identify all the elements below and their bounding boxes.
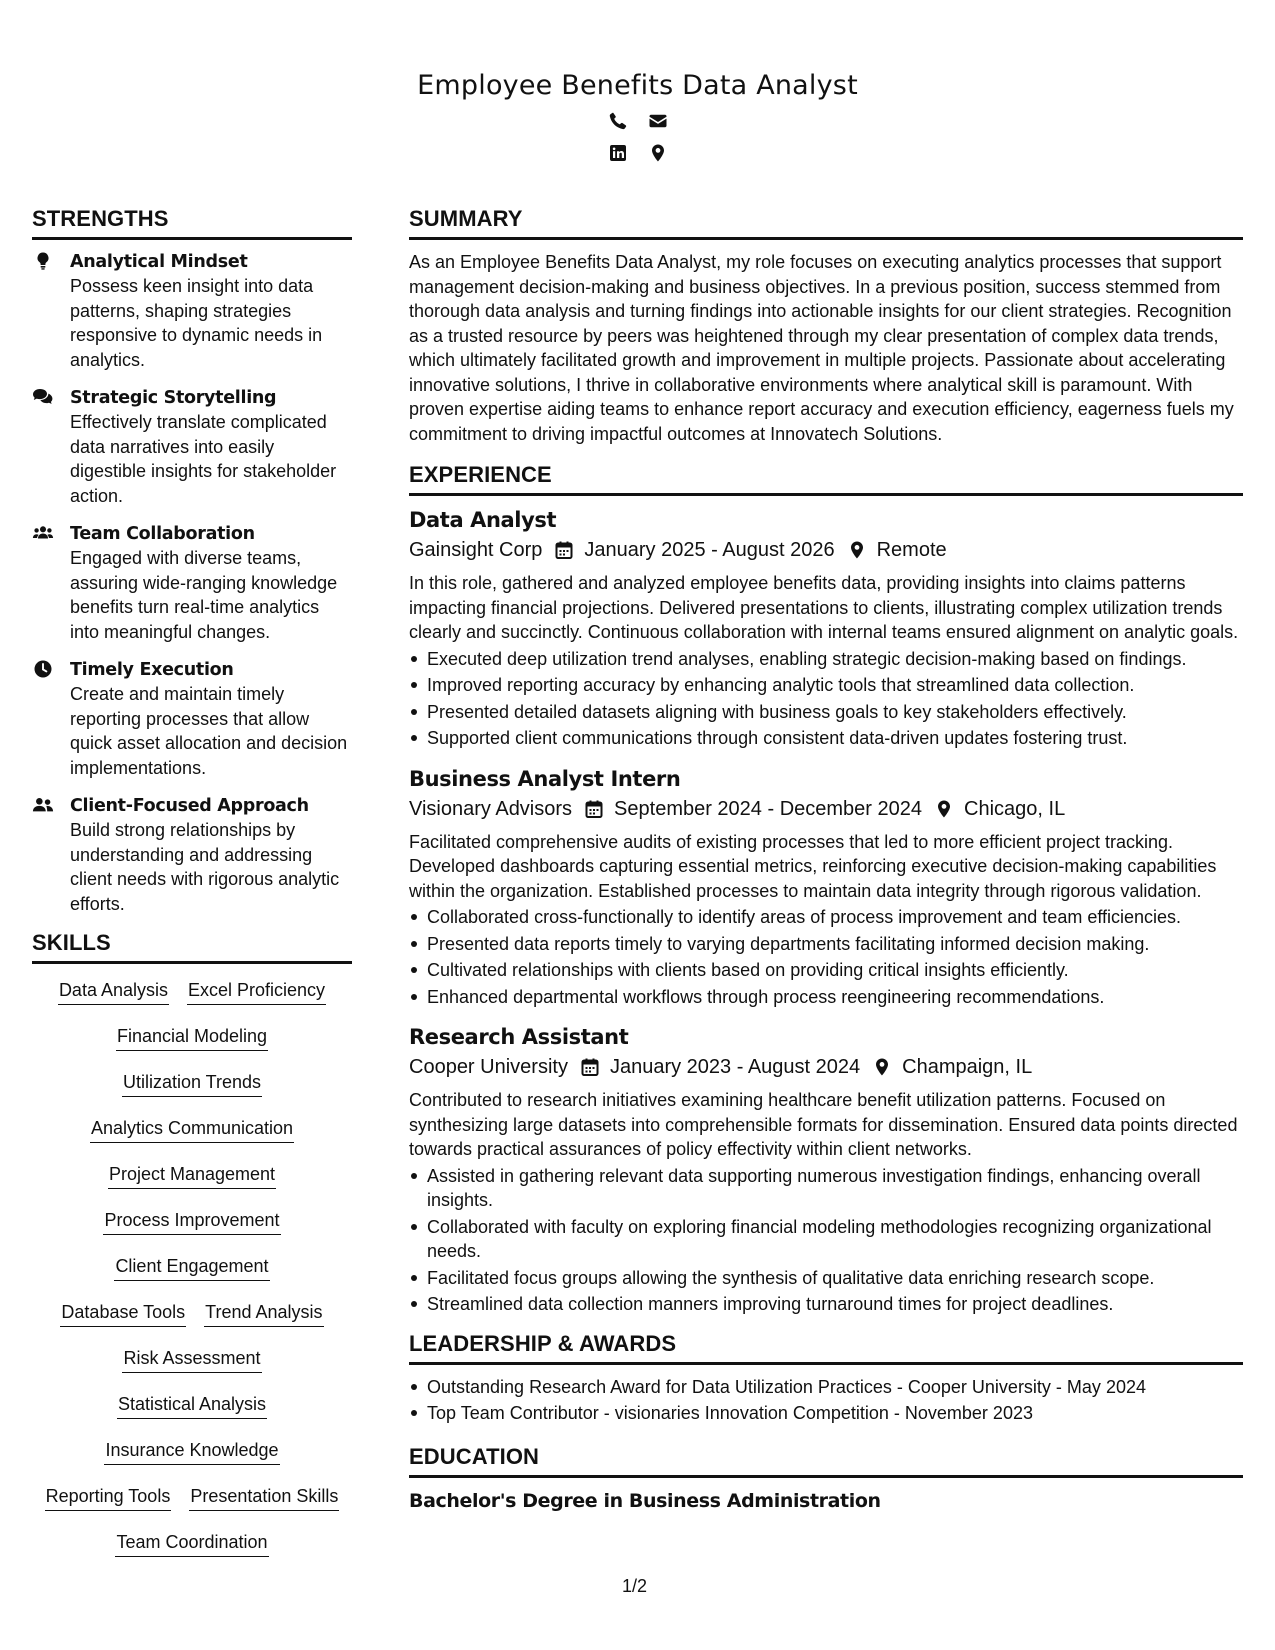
skills-heading: SKILLS [32, 930, 352, 964]
job-title: Research Assistant [409, 1025, 629, 1049]
job-location: Champaign, IL [902, 1056, 1033, 1078]
job-bullets [409, 647, 1243, 751]
skill-tag: Presentation Skills [189, 1484, 339, 1511]
candidate-name: Employee Benefits Data Analyst [417, 70, 858, 101]
strength-title: Team Collaboration [70, 524, 255, 544]
summary-heading: SUMMARY [409, 206, 1243, 240]
right-column [409, 206, 1243, 1514]
calendar-icon [584, 799, 604, 819]
skills-list [32, 974, 352, 1576]
strength-description: Effectively translate complicated data narratives into easily digestible insights for stakeholder action. [70, 412, 337, 506]
bullet-item: Presented data reports timely to varying departments facilitating informed decision making. [409, 932, 1243, 957]
job-bullets [409, 905, 1243, 1009]
strength-item [32, 250, 352, 372]
envelope-icon[interactable] [648, 111, 668, 131]
strength-title: Timely Execution [70, 660, 234, 680]
contact-row-1 [0, 111, 1275, 133]
job-title: Business Analyst Intern [409, 766, 681, 791]
summary-text: As an Employee Benefits Data Analyst, my role focuses on executing analytics processes that support management decision-making and business objectives. In a previous position, success stemmed from thorough data analysis and turning findings into actionable insights for our client strategies. Recognition as a trusted resource by peers was heightened through my clear presentation of complex data trends, which ultimately facilitated growth and improvement in multiple projects. Passionate about accelerating innovative solutions, I thrive in collaborative environments where analytical skill is paramount. With proven expertise aiding teams to enhance report accuracy and execution efficiency, eagerness fuels my commitment to driving impactful outcomes at Innovatech Solutions. [409, 252, 1234, 444]
job-meta [409, 535, 1243, 565]
skill-tag: Utilization Trends [122, 1070, 262, 1097]
strength-description: Build strong relationships by understanding and addressing client needs with rigorous analytic efforts. [70, 820, 340, 914]
bullet-item: Facilitated focus groups allowing the synthesis of qualitative data enriching research scope. [409, 1266, 1243, 1291]
user-friends-icon [32, 794, 70, 916]
location-pin-icon [872, 1057, 892, 1077]
skill-tag: Data Analysis [58, 978, 169, 1005]
left-column [32, 206, 352, 1576]
lightbulb-icon [32, 250, 70, 372]
strength-description: Possess keen insight into data patterns, shaping strategies responsive to dynamic needs in analytics. [70, 276, 323, 370]
strength-item [32, 794, 352, 916]
skill-tag: Statistical Analysis [117, 1392, 267, 1419]
phone-icon[interactable] [608, 111, 628, 131]
company-name: Cooper University [409, 1056, 568, 1078]
strengths-heading: STRENGTHS [32, 206, 352, 240]
job-meta [409, 794, 1243, 824]
strength-title: Client-Focused Approach [70, 796, 309, 816]
bullet-item: Collaborated cross-functionally to identify areas of process improvement and team efficiencies. [409, 905, 1243, 930]
bullet-item: Supported client communications through consistent data-driven updates fostering trust. [409, 726, 1243, 751]
job-meta [409, 1052, 1243, 1082]
strength-item [32, 522, 352, 644]
location-pin-icon[interactable] [648, 143, 668, 163]
users-icon [32, 522, 70, 644]
job-entry [409, 506, 1243, 751]
award-item: Top Team Contributor - visionaries Innovation Competition - November 2023 [409, 1401, 1243, 1426]
job-location: Remote [876, 539, 947, 561]
linkedin-icon[interactable] [608, 143, 628, 163]
calendar-icon [580, 1057, 600, 1077]
degree-title: Bachelor's Degree in Business Administration [409, 1489, 881, 1512]
bullet-item: Presented detailed datasets aligning with business goals to key stakeholders effectively. [409, 700, 1243, 725]
job-dates: January 2025 - August 2026 [584, 539, 835, 561]
award-item: Outstanding Research Award for Data Utilization Practices - Cooper University - May 2024 [409, 1375, 1243, 1400]
page-number: 1/2 [622, 1576, 648, 1596]
job-entry [409, 1023, 1243, 1317]
job-description: Facilitated comprehensive audits of existing processes that led to more efficient project tracking. Developed dashboards capturing essential metrics, reinforcing executive decision-making capabilities within the organization. Established processes to maintain data integrity through rigorous validation. [409, 831, 1217, 901]
strength-title: Strategic Storytelling [70, 388, 277, 408]
skill-tag: Process Improvement [103, 1208, 280, 1235]
experience-heading: EXPERIENCE [409, 462, 1243, 496]
skill-tag: Insurance Knowledge [104, 1438, 279, 1465]
skill-tag: Risk Assessment [122, 1346, 261, 1373]
job-title: Data Analyst [409, 508, 557, 532]
bullet-item: Collaborated with faculty on exploring financial modeling methodologies recognizing organizational needs. [409, 1215, 1243, 1264]
location-pin-icon [847, 540, 867, 560]
education-heading: EDUCATION [409, 1444, 1243, 1478]
clock-icon [32, 658, 70, 780]
bullet-item: Streamlined data collection manners improving turnaround times for project deadlines. [409, 1292, 1243, 1317]
skill-tag: Analytics Communication [90, 1116, 294, 1143]
bullet-item: Assisted in gathering relevant data supporting numerous investigation findings, enhancing overall insights. [409, 1164, 1243, 1213]
bullet-item: Executed deep utilization trend analyses, enabling strategic decision-making based on findings. [409, 647, 1243, 672]
bullet-item: Enhanced departmental workflows through process reengineering recommendations. [409, 985, 1243, 1010]
job-entry [409, 765, 1243, 1010]
contact-row-2 [0, 143, 1275, 165]
location-pin-icon [934, 799, 954, 819]
company-name: Gainsight Corp [409, 539, 543, 561]
strength-description: Create and maintain timely reporting processes that allow quick asset allocation and decision implementations. [70, 684, 348, 778]
job-dates: September 2024 - December 2024 [614, 797, 923, 820]
strength-item [32, 658, 352, 780]
skill-tag: Reporting Tools [45, 1484, 172, 1511]
job-dates: January 2023 - August 2024 [609, 1056, 861, 1078]
strength-title: Analytical Mindset [70, 252, 248, 272]
awards-heading: LEADERSHIP & AWARDS [409, 1331, 1243, 1365]
job-description: In this role, gathered and analyzed employee benefits data, providing insights into claims patterns impacting financial projections. Delivered presentations to clients, illustrating complex utilization trends clearly and succinctly. Continuous collaboration with internal teams ensured alignment on analytic goals. [409, 573, 1239, 642]
skill-tag: Financial Modeling [116, 1024, 268, 1051]
strength-item [32, 386, 352, 508]
resume-header [0, 70, 1275, 165]
skill-tag: Project Management [108, 1162, 276, 1189]
job-location: Chicago, IL [964, 797, 1066, 820]
calendar-icon [554, 540, 574, 560]
bullet-item: Improved reporting accuracy by enhancing analytic tools that streamlined data collection. [409, 673, 1243, 698]
skill-tag: Trend Analysis [204, 1300, 323, 1327]
skill-tag: Excel Proficiency [187, 978, 326, 1005]
comments-icon [32, 386, 70, 508]
awards-list [409, 1375, 1243, 1426]
skill-tag: Client Engagement [114, 1254, 269, 1281]
bullet-item: Cultivated relationships with clients based on providing critical insights efficiently. [409, 958, 1243, 983]
job-description: Contributed to research initiatives examining healthcare benefit utilization patterns. Focused on synthesizing large datasets into comprehensible formats for dissemination. Ensured data points directed towards practical assurances of policy effectivity within client networks. [409, 1090, 1238, 1159]
skill-tag: Database Tools [60, 1300, 186, 1327]
strength-description: Engaged with diverse teams, assuring wide-ranging knowledge benefits turn real-time analytics into meaningful changes. [70, 548, 338, 642]
company-name: Visionary Advisors [409, 797, 573, 820]
job-bullets [409, 1164, 1243, 1317]
skill-tag: Team Coordination [115, 1530, 268, 1557]
